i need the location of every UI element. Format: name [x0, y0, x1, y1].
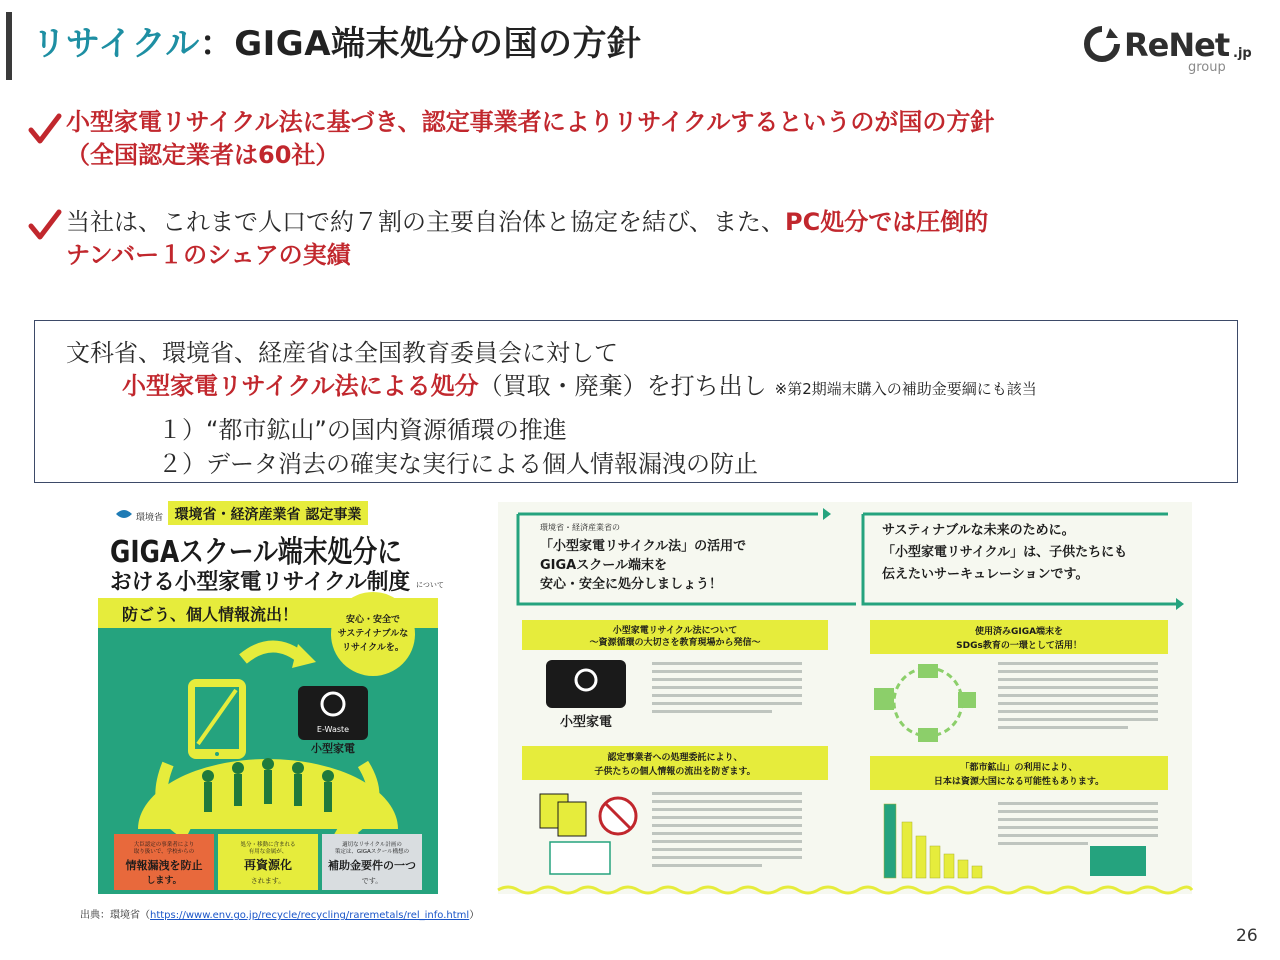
policy-line-2 — [122, 366, 1037, 401]
poster-ministry: 環境省 — [136, 513, 164, 523]
s4-head-1: 「都市鉱山」の利用により、 — [960, 763, 1078, 773]
checkmark-icon — [28, 112, 62, 146]
p1-line-2: GIGAスクール端末を — [540, 558, 667, 573]
bullet-1-line-1: 小型家電リサイクル法に基づき、認定事業者によりリサイクルするというのが国の方針 — [66, 108, 995, 136]
box3-small-1: 適切なリサイクル計画の — [342, 842, 402, 848]
source-prefix: 出典：環境省（ — [80, 910, 150, 921]
poster-banner: 環境省・経済産業省 認定事業 — [174, 507, 362, 523]
s2-head-2: SDGs教育の一環として活用！ — [956, 641, 1082, 651]
page-title-teal: リサイクル — [32, 24, 200, 64]
page-title-rest: ：GIGA端末処分の国の方針 — [199, 24, 642, 64]
box3-big-1: 補助金要件の一つ — [328, 859, 416, 872]
box1-big-2: します。 — [146, 876, 182, 886]
policy-note: ※第2期端末購入の補助金要綱にも該当 — [774, 380, 1037, 398]
s1-head-1: 小型家電リサイクル法について — [612, 626, 738, 636]
policy-line-2-emphasis: 小型家電リサイクル法による処分 — [122, 372, 479, 400]
box1-big-1: 情報漏洩を防止 — [125, 859, 203, 872]
p1-line-3: 安心・安全に処分しましょう！ — [540, 577, 723, 592]
bullet-1 — [66, 106, 994, 172]
bullet-1-line-2: （全国認定業者は60社） — [66, 141, 340, 169]
p2-line-1: サスティナブルな未来のために。 — [882, 523, 1075, 538]
poster-right — [498, 502, 1192, 894]
box2-small-1: 処分・移動に含まれる — [240, 842, 296, 848]
box3-big-2: です。 — [361, 877, 383, 885]
poster-title-2-small: について — [416, 581, 444, 589]
page-number: 26 — [1236, 926, 1258, 946]
school-icon — [550, 842, 610, 874]
box2-small-2: 有用な金属が、 — [248, 849, 288, 855]
source-citation — [80, 906, 479, 921]
s3-head-1: 認定事業者への処理委託により、 — [607, 753, 743, 763]
bullet-2-emphasis: PC処分では圧倒的 — [785, 208, 989, 236]
policy-item-2: ２）データ消去の確実な実行による個人情報漏洩の防止 — [158, 450, 758, 478]
bubble-line-3: リサイクルを。 — [342, 643, 404, 653]
checkmark-icon — [28, 208, 62, 242]
bullet-2 — [66, 206, 988, 272]
renet-logo-icon — [1084, 26, 1120, 62]
ewaste-bin-icon — [546, 660, 626, 708]
s4-head-2: 日本は資源大国になる可能性もあります。 — [933, 777, 1105, 787]
p1-line-1: 「小型家電リサイクル法」の活用で — [540, 539, 747, 554]
poster-title-2: おける小型家電リサイクル制度 — [110, 570, 415, 595]
box2-big-2: されます。 — [250, 877, 286, 885]
p1-small: 環境省・経済産業省の — [540, 523, 620, 532]
source-link[interactable]: https://www.env.go.jp/recycle/recycling/raremetals/rel_info.html — [150, 910, 470, 921]
logo-group: group — [1188, 60, 1226, 75]
p2-line-3: 伝えたいサーキュレーションです。 — [882, 567, 1089, 582]
policy-line-1: 文科省、環境省、経産省は全国教育委員会に対して — [66, 339, 618, 367]
box1-small-1: 大臣認定の事業者により — [133, 842, 195, 848]
logo-suffix: .jp — [1233, 46, 1252, 61]
box1-small-2: 取り扱いで、学校からの — [133, 849, 195, 855]
p2-line-2: 「小型家電リサイクル」は、子供たちにも — [882, 545, 1128, 560]
policy-item-1: １）“都市鉱山”の国内資源循環の推進 — [158, 416, 567, 444]
box3-small-2: 策定は、GIGAスクール構想の — [334, 849, 410, 855]
source-suffix: ） — [469, 910, 480, 921]
bubble-line-2: サステイナブルな — [337, 629, 409, 639]
bullet-2-text: 当社は、これまで人口で約７割の主要自治体と協定を結び、また、 — [66, 208, 786, 236]
ewaste-label: E-Waste — [316, 725, 350, 734]
s3-head-2: 子供たちの個人情報の流出を防ぎます。 — [594, 767, 756, 777]
policy-line-2-text: （買取・廃棄）を打ち出し — [478, 372, 767, 400]
poster-left — [98, 494, 444, 894]
logo-text: ReNet — [1124, 26, 1230, 64]
bullet-2-line-2: ナンバー１のシェアの実績 — [66, 241, 351, 269]
kogata-label: 小型家電 — [311, 742, 355, 755]
poster-slogan: 防ごう、個人情報流出！ — [121, 605, 299, 624]
title-accent-bar — [6, 12, 12, 80]
s2-head-1: 使用済みGIGA端末を — [974, 627, 1064, 637]
box2-big-1: 再資源化 — [243, 858, 293, 872]
s1-kogata: 小型家電 — [559, 715, 613, 730]
s1-head-2: 〜資源循環の大切さを教育現場から発信〜 — [589, 638, 761, 648]
bubble-line-1: 安心・安全で — [345, 615, 401, 625]
page-title — [32, 16, 642, 65]
poster-title-1: GIGAスクール端末処分に — [110, 535, 402, 570]
